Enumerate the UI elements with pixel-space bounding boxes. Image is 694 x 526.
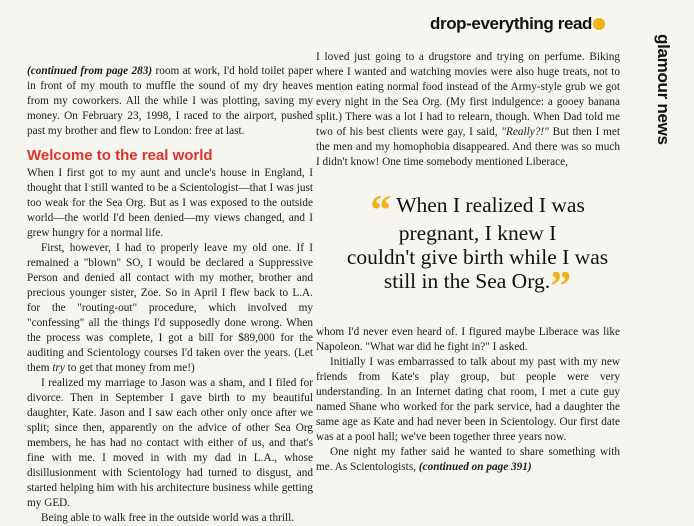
- paragraph: Being able to walk free in the outside world was a thrill.: [41, 512, 295, 524]
- pull-quote-line: couldn't give birth while I was: [346, 245, 609, 269]
- open-quote-mark: “: [370, 188, 392, 234]
- yellow-dot-icon: [593, 18, 605, 30]
- right-column-bottom: [316, 325, 620, 475]
- pull-quote: [305, 188, 650, 310]
- close-quote-mark: ”: [550, 264, 572, 310]
- section-title: drop-everything read: [430, 14, 593, 33]
- paragraph: One night my father said he wanted to share something with me. As Scientologists, (continued on page 391): [316, 446, 620, 473]
- paragraph: Initially I was embarrassed to talk about my past with my new friends from Kate's play group, but people were very understanding. In an Internet dating chat room, I met a cute guy named Shane who worked for the park service, had a daughter the same age as Kate and had never been in Scientology. Our first date was at a pool hall; we've been together three years now.: [316, 356, 620, 443]
- vertical-section-label: [651, 34, 675, 174]
- paragraph: When I first got to my aunt and uncle's house in England, I thought that I still wanted to be a Scientologist—that I was just too weak for the Sea Org. But as I was exposed to the outside world—the world I'd been denied—my views changed, and I grew hungry for a normal life.: [27, 167, 313, 239]
- left-column: [27, 64, 313, 526]
- paragraph: I loved just going to a drugstore and trying on perfume. Biking where I wanted and watching movies were also huge treats, not to mention eating normal food instead of the Army-style grub we got every night in the Sea Org. (My first indulgence: a gooey banana split.) There was a lot I had to relearn, though. When Dad told me two of his best clients were gay, I said, "Really?!" But then I met the men and my homophobia disappeared. And there was so much I didn't know! One time somebody mentioned Liberace,: [316, 51, 620, 168]
- paragraph: I realized my marriage to Jason was a sham, and I filed for divorce. Then in September I gave birth to my beautiful daughter, Kate. Jason and I saw each other only once after we split; since then, apparently on the advice of other Sea Org members, he has had no contact with either of us, and that's fine with me. I moved in with my dad in L.A., whose disillusionment with Scientology had turned to disgust, and started helping him with his architecture business while getting my GED.: [27, 377, 313, 509]
- continued-from: (continued from page 283): [27, 65, 153, 77]
- pull-quote-line: “ When I realized I was: [370, 188, 585, 234]
- paragraph: (continued from page 283) room at work, I'd hold toilet paper in front of my mouth to muffle the sound of my dry heaves from my coworkers. All the while I was plotting, saving my money. On February 23, 1998, I raced to the airport, pushed past my brother and flew to London: free at last.: [27, 65, 313, 137]
- section-header: [430, 14, 605, 34]
- subheading: Welcome to the real world: [27, 147, 213, 164]
- paragraph: whom I'd never even heard of. I figured maybe Liberace was like Napoleon. "What war did he fight in?" I asked.: [316, 326, 620, 353]
- right-column-top: [316, 50, 620, 170]
- pull-quote-line: still in the Sea Org.”: [383, 264, 572, 310]
- pull-quote-line: pregnant, I knew I: [398, 221, 557, 245]
- vertical-title: glamour news: [654, 34, 673, 145]
- continued-on: (continued on page 391): [418, 461, 532, 473]
- paragraph: First, however, I had to properly leave my old one. If I remained a "blown" SO, I would be declared a Suppressive Person and denied all contact with my mother, brother and precious younger sister, Zoe. So in April I flew back to L.A. for the "routing-out" procedure, which involved my "confessing" all the things I'd supposedly done wrong. When the process was complete, I got a bill for $89,000 for the auditing and Scientology courses I'd taken over the years. (Let them try to get that money from me!): [27, 242, 313, 374]
